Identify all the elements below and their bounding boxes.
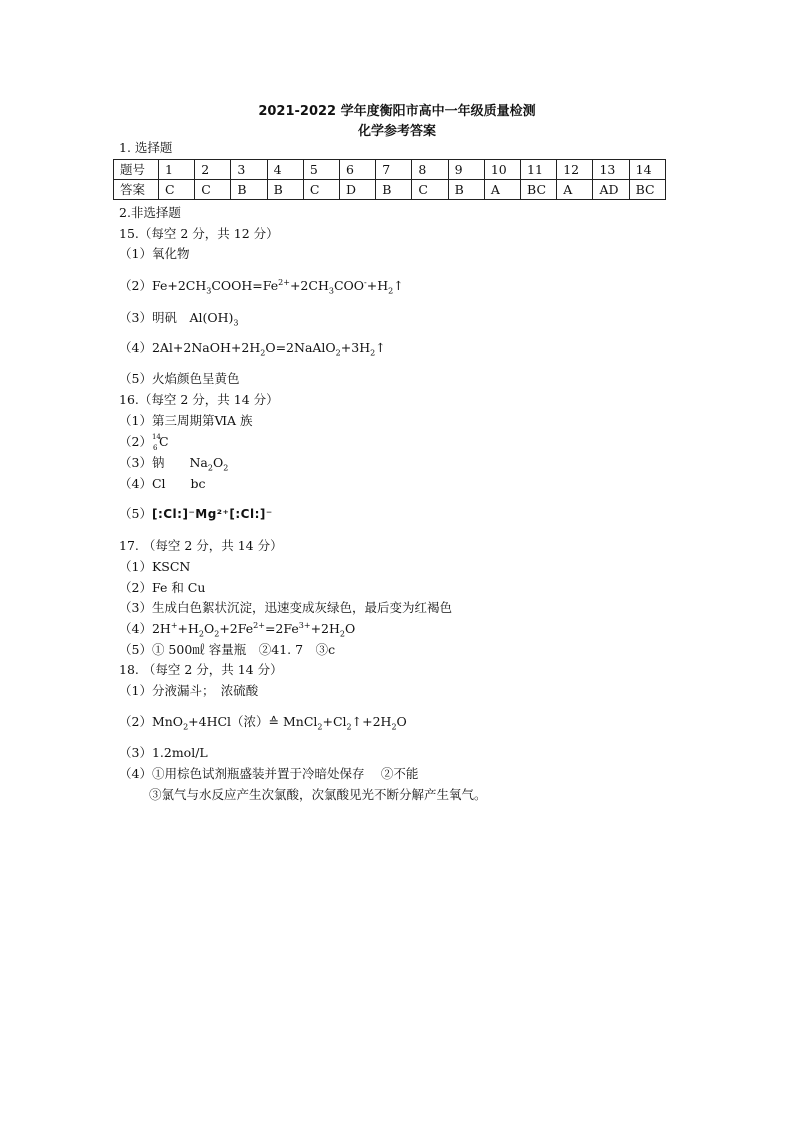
table-cell: 6	[340, 160, 376, 180]
table-cell: B	[267, 180, 303, 200]
q17-answer-2: （2）Fe 和 Cu	[119, 580, 206, 595]
table-cell: B	[448, 180, 484, 200]
q16-answer-5: （5）[:Cl:]⁻Mg²⁺[:Cl:]⁻	[119, 506, 273, 521]
table-cell: 5	[303, 160, 339, 180]
q16-answer-4: （4）Cl bc	[119, 476, 206, 491]
q16-answer-3: （3）钠 $Na_2O_2$	[119, 455, 229, 473]
table-cell: C	[303, 180, 339, 200]
q15-answer-3: （3）明矾 $Al(OH)_3$	[119, 310, 239, 328]
table-cell: 7	[376, 160, 412, 180]
q15-answer-5: （5）火焰颜色呈黄色	[119, 371, 240, 386]
table-cell: C	[159, 180, 195, 200]
q18-answer-1: （1）分液漏斗； 浓硫酸	[119, 683, 259, 698]
q18-answer-3: （3）1.2mol/L	[119, 745, 208, 760]
q18-answer-4-line2: ③氯气与水反应产生次氯酸，次氯酸见光不断分解产生氧气。	[149, 787, 487, 802]
q15-answer-1: （1）氧化物	[119, 246, 190, 261]
table-cell: 1	[159, 160, 195, 180]
table-cell: C	[195, 180, 231, 200]
table-cell: B	[231, 180, 267, 200]
table-cell: 3	[231, 160, 267, 180]
table-cell: 9	[448, 160, 484, 180]
q18-header: 18. （每空 2 分，共 14 分）	[119, 662, 283, 677]
q17-answer-5: （5）① 500㎖ 容量瓶 ②41. 7 ③c	[119, 642, 336, 657]
q18-answer-2: （2）MnO$_2$+4HCl（浓）≙ $MnCl_2+Cl_2↑+2H_2O$	[119, 714, 407, 732]
document-title: 2021-2022 学年度衡阳市高中一年级质量检测	[258, 104, 536, 119]
document-subtitle: 化学参考答案	[357, 124, 436, 139]
table-cell: BC	[629, 180, 665, 200]
q18-answer-4-line1: （4）①用棕色试剂瓶盛装并置于冷暗处保存 ②不能	[119, 766, 419, 781]
table-cell: BC	[521, 180, 557, 200]
table-cell: 2	[195, 160, 231, 180]
section1-heading: 1. 选择题	[119, 140, 173, 155]
table-row-numbers	[114, 160, 666, 180]
section2-heading: 2.非选择题	[119, 205, 181, 220]
table-cell: 13	[593, 160, 629, 180]
table-cell: AD	[593, 180, 629, 200]
q16-answer-1: （1）第三周期第ⅥA 族	[119, 413, 253, 428]
q15-answer-4: $(4)2Al+2NaOH+2H_2O=2NaAlO_2+3H_2↑$	[119, 340, 386, 358]
q17-answer-3: （3）生成白色絮状沉淀，迅速变成灰绿色，最后变为红褐色	[119, 600, 452, 615]
q16-header: 16.（每空 2 分，共 14 分）	[119, 392, 279, 407]
q17-header: 17. （每空 2 分，共 14 分）	[119, 538, 283, 553]
table-cell: D	[340, 180, 376, 200]
table-cell: B	[376, 180, 412, 200]
q17-answer-4: $(4)2H^++H_2O_2+2Fe^{2+}=2Fe^{3+}+2H_2O$	[119, 620, 356, 639]
carbon-isotope: 14 6 C	[151, 433, 169, 452]
table-cell: 8	[412, 160, 448, 180]
table-cell: A	[484, 180, 520, 200]
q17-answer-1: （1）KSCN	[119, 559, 191, 574]
q15-header: 15.（每空 2 分，共 12 分）	[119, 226, 279, 241]
table-cell: 11	[521, 160, 557, 180]
q15-answer-2: $(2)Fe+2CH_3COOH=Fe^{2+}+2CH_3COO^-+H_2↑$	[119, 277, 404, 296]
multiple-choice-table	[113, 159, 666, 200]
row-label-number: 题号	[114, 160, 159, 180]
table-cell: 4	[267, 160, 303, 180]
table-cell: 10	[484, 160, 520, 180]
table-cell: 12	[557, 160, 593, 180]
electron-formula: [:Cl:]⁻Mg²⁺[:Cl:]⁻	[151, 507, 273, 521]
table-cell: A	[557, 180, 593, 200]
table-row-answers	[114, 180, 666, 200]
row-label-answer: 答案	[114, 180, 159, 200]
table-cell: 14	[629, 160, 665, 180]
q16-answer-2: （2） 14 6 C	[119, 433, 169, 452]
table-cell: C	[412, 180, 448, 200]
